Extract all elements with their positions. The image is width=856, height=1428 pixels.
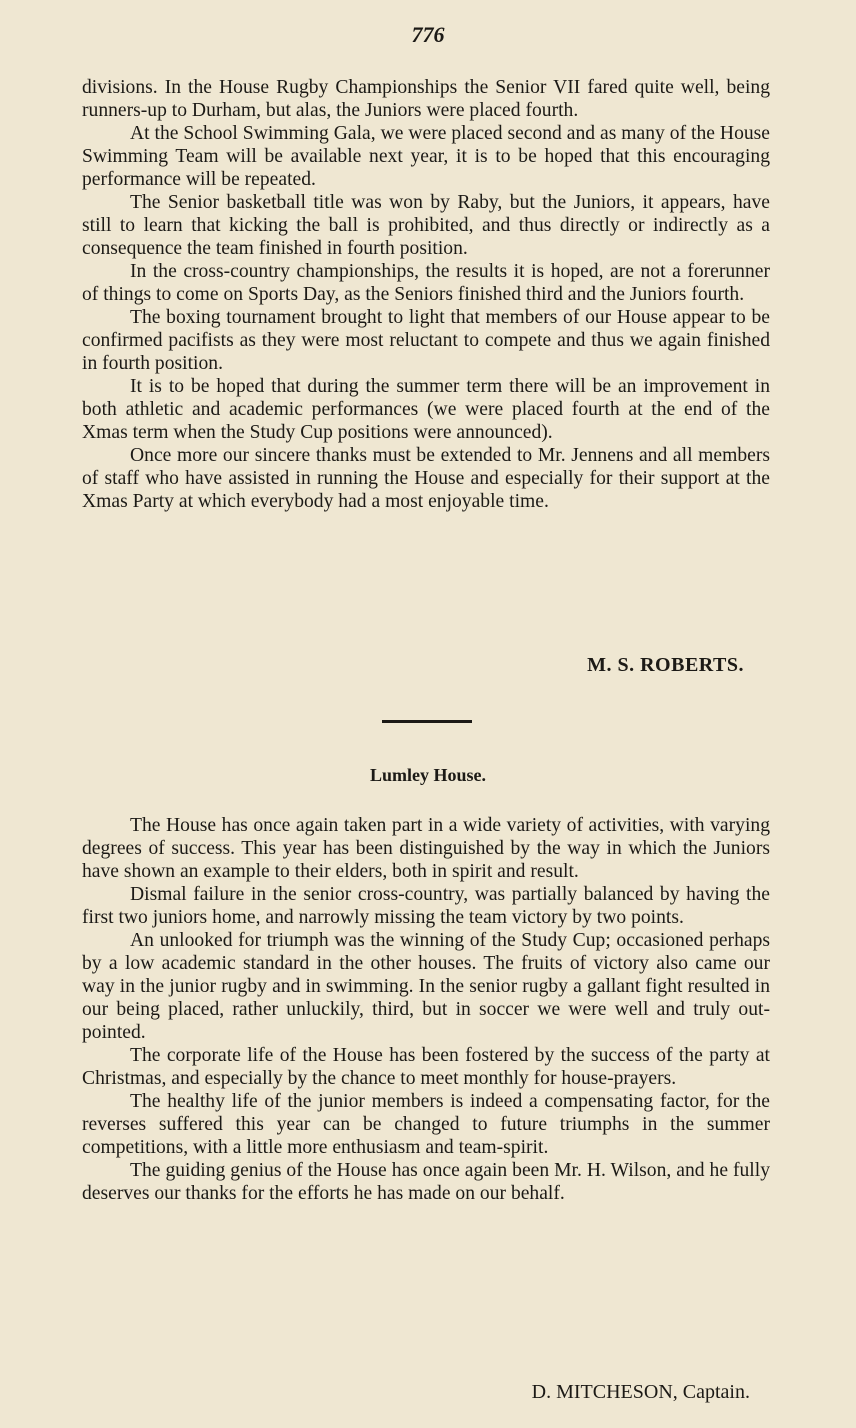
paragraph: It is to be hoped that during the summer term there will be an improvement in both athletic and academic performances (we were placed fourth at the end of the Xmas term when the Study Cup positions were announced). bbox=[82, 376, 770, 443]
section-divider bbox=[382, 720, 472, 723]
section-heading: Lumley House. bbox=[369, 765, 486, 785]
paragraph: The boxing tournament brought to light that members of our House appear to be confirmed pacifists as they were most reluctant to compete and thus we again finished in fourth position. bbox=[82, 307, 770, 374]
signature-mitcheson: D. MITCHESON, Captain. bbox=[531, 1381, 750, 1403]
paragraph: The healthy life of the junior members is indeed a compensating factor, for the reverses suffered this year can be changed to future triumphs in the summer competitions, with a little more enthusiasm and team-spirit. bbox=[82, 1091, 770, 1158]
paragraph: divisions. In the House Rugby Championships the Senior VII fared quite well, being runners-up to Durham, but alas, the Juniors were placed fourth. bbox=[82, 77, 770, 121]
lumley-house-report bbox=[82, 814, 770, 1205]
paragraph: The Senior basketball title was won by Raby, but the Juniors, it appears, have still to learn that kicking the ball is prohibited, and thus directly or indirectly as a consequence the team finished in fourth position. bbox=[82, 192, 770, 259]
paragraph: The guiding genius of the House has once again been Mr. H. Wilson, and he fully deserves our thanks for the efforts he has made on our behalf. bbox=[82, 1160, 770, 1204]
paragraph: In the cross-country championships, the results it is hoped, are not a forerunner of things to come on Sports Day, as the Seniors finished third and the Juniors fourth. bbox=[82, 261, 770, 305]
paragraph: An unlooked for triumph was the winning of the Study Cup; occasioned perhaps by a low academic standard in the other houses. The fruits of victory also came our way in the junior rugby and in swimming. In the senior rugby a gallant fight resulted in our being placed, rather unluckily, third, but in soccer we were well and truly out-pointed. bbox=[82, 930, 770, 1043]
paragraph: At the School Swimming Gala, we were placed second and as many of the House Swimming Team will be available next year, it is to be hoped that this encouraging performance will be repeated. bbox=[82, 123, 770, 190]
paragraph: Dismal failure in the senior cross-country, was partially balanced by having the first two juniors home, and narrowly missing the team victory by two points. bbox=[82, 884, 770, 928]
page-number: 776 bbox=[411, 22, 445, 47]
signature-roberts: M. S. ROBERTS. bbox=[587, 654, 744, 676]
paragraph: Once more our sincere thanks must be extended to Mr. Jennens and all members of staff who have assisted in running the House and especially for their support at the Xmas Party at which everybody had a most enjoyable time. bbox=[82, 445, 770, 512]
house-report-continued bbox=[82, 76, 770, 513]
paragraph: The corporate life of the House has been fostered by the success of the party at Christmas, and especially by the chance to meet monthly for house-prayers. bbox=[82, 1045, 770, 1089]
paragraph: The House has once again taken part in a wide variety of activities, with varying degrees of success. This year has been distinguished by the way in which the Juniors have shown an example to their elders, both in spirit and result. bbox=[82, 815, 770, 882]
